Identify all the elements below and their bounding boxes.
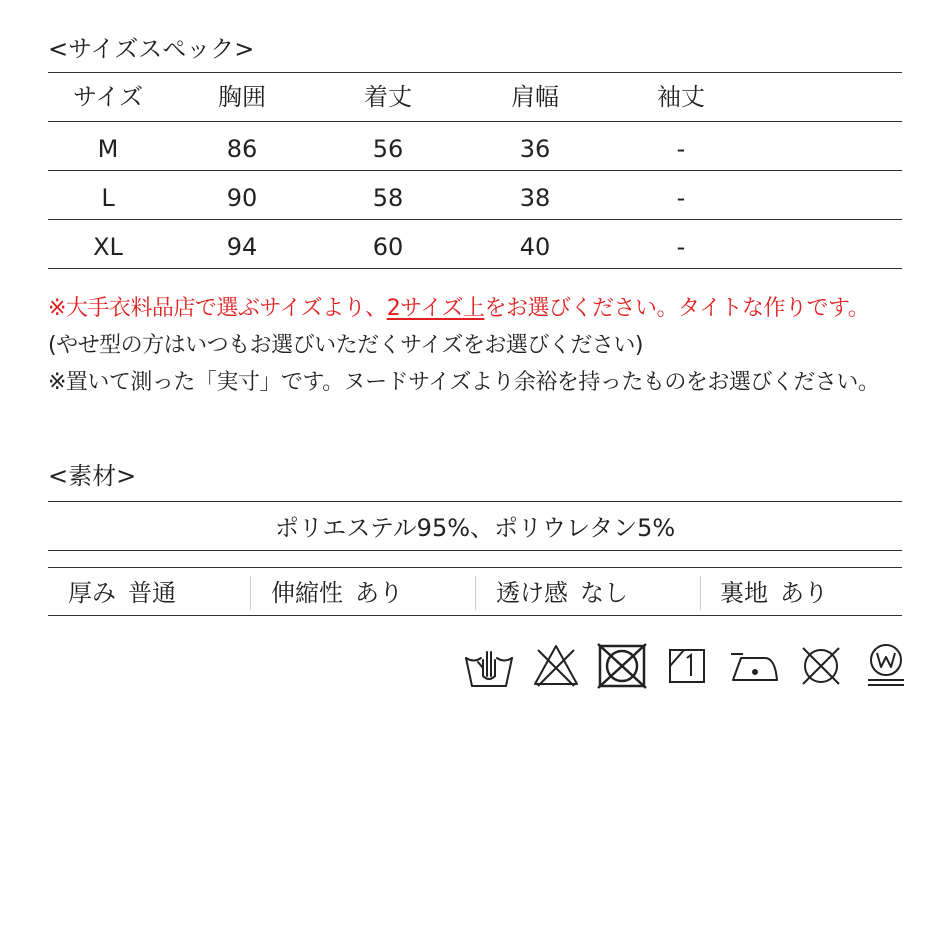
line-dry-shade-icon [662, 640, 714, 692]
fit-warning-emphasis: 2サイズ上 [386, 296, 485, 321]
attribute-value: なし [580, 579, 628, 607]
material-composition: ポリエステル95%、ポリウレタン5% [274, 514, 676, 542]
fit-warning-note [48, 294, 869, 324]
table-cell: 38 [519, 184, 551, 212]
fit-warning-post: をお選びください。タイトな作りです。 [484, 296, 870, 321]
header-chest: 胸囲 [218, 83, 266, 111]
attribute-divider [250, 576, 251, 610]
table-cell: L [101, 184, 115, 212]
attribute-value: あり [780, 579, 828, 607]
table-cell: 90 [226, 184, 258, 212]
table-rule-top [48, 72, 902, 73]
table-cell: XL [93, 233, 123, 261]
attribute-divider [700, 576, 701, 610]
table-rule-row-1 [48, 170, 902, 171]
wet-clean-gentle-icon [860, 640, 912, 692]
table-cell: 60 [372, 233, 404, 261]
slim-fit-note: (やせ型の方はいつもお選びいただくサイズをお選びください) [48, 333, 643, 358]
attributes-rule-top [48, 567, 902, 568]
header-sleeve: 袖丈 [657, 83, 705, 111]
table-cell: 36 [519, 135, 551, 163]
table-rule-bottom [48, 268, 902, 269]
attribute-label: 裏地 [720, 579, 768, 607]
material-rule-bottom [48, 550, 902, 551]
header-shoulder: 肩幅 [511, 83, 559, 111]
attribute-value: 普通 [128, 579, 176, 607]
attribute-label: 透け感 [496, 579, 568, 607]
fit-warning-pre: ※大手衣料品店で選ぶサイズより、 [48, 296, 387, 321]
attributes-rule-bottom [48, 615, 902, 616]
attribute-divider [475, 576, 476, 610]
table-rule-header [48, 121, 902, 122]
table-cell: M [97, 135, 119, 163]
header-size: サイズ [72, 83, 144, 111]
attribute-label: 伸縮性 [271, 579, 343, 607]
hand-wash-icon [463, 640, 515, 692]
attribute-lining [720, 576, 828, 610]
table-cell: - [676, 135, 686, 163]
table-cell: - [676, 184, 686, 212]
table-cell: 58 [372, 184, 404, 212]
material-rule-top [48, 501, 902, 502]
table-cell: 40 [519, 233, 551, 261]
attribute-value: あり [355, 579, 403, 607]
size-spec-heading: <サイズスペック> [48, 35, 255, 63]
table-rule-row-2 [48, 219, 902, 220]
no-tumble-dry-icon [596, 640, 648, 692]
attribute-thickness [68, 576, 176, 610]
table-cell: 86 [226, 135, 258, 163]
attribute-label: 厚み [68, 579, 116, 607]
material-heading: <素材> [48, 462, 137, 490]
table-cell: 56 [372, 135, 404, 163]
table-cell: - [676, 233, 686, 261]
iron-low-icon [729, 640, 781, 692]
table-cell: 94 [226, 233, 258, 261]
measurement-note: ※置いて測った「実寸」です。ヌードサイズより余裕を持ったものをお選びください。 [48, 370, 880, 395]
no-bleach-icon [530, 640, 582, 692]
attribute-sheerness [496, 576, 628, 610]
header-length: 着丈 [364, 83, 412, 111]
attribute-stretch [271, 576, 403, 610]
no-dry-clean-icon [795, 640, 847, 692]
